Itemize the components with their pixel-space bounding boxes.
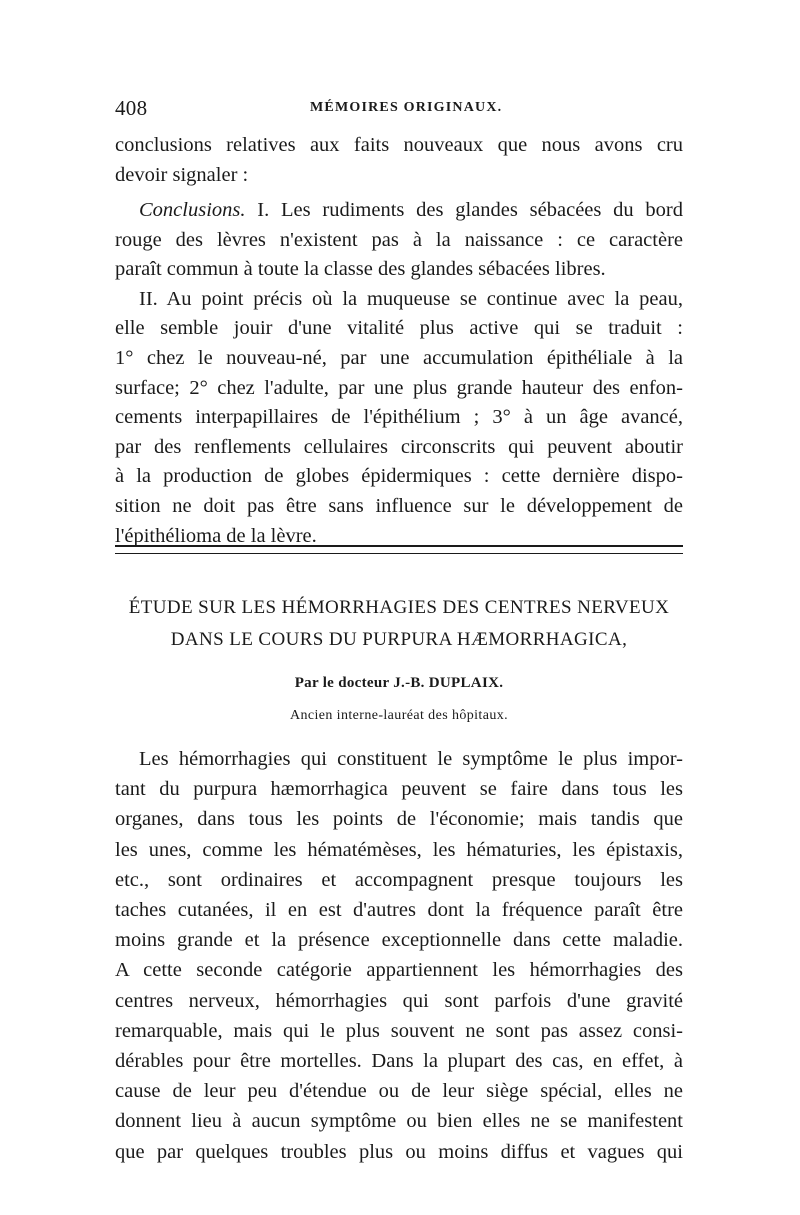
author-byline: Par le docteur J.-B. DUPLAIX. xyxy=(294,675,504,691)
conclusions-first-line: I. Les rudiments des glandes sébacées du bord xyxy=(245,199,683,221)
text-line: organes, dans tous les points de l'économie; mais tandis que xyxy=(115,808,683,831)
text-line: A cette seconde catégorie appartiennent les hémorrhagies des xyxy=(115,959,683,982)
text-line: par des renflements cellulaires circonscrits qui peuvent aboutir xyxy=(115,435,683,458)
page-number: 408 xyxy=(115,96,148,120)
text-line: II. Au point précis où la muqueuse se continue avec la peau, xyxy=(139,287,683,310)
running-head: MÉMOIRES ORIGINAUX. xyxy=(310,100,503,115)
section-divider-thick xyxy=(115,545,683,547)
article-title-line-2: DANS LE COURS DU PURPURA HÆMORRHAGICA, xyxy=(170,629,628,650)
text-line: tant du purpura hæmorrhagica peuvent se faire dans tous les xyxy=(115,778,683,801)
page-header xyxy=(115,96,685,126)
text-line: cause de leur peu d'étendue ou de leur siège spécial, elles ne xyxy=(115,1080,683,1103)
text-line: dérables pour être mortelles. Dans la plupart des cas, en effet, à xyxy=(115,1050,683,1073)
author-affiliation: Ancien interne-lauréat des hôpitaux. xyxy=(289,708,509,723)
text-line: paraît commun à toute la classe des glandes sébacées libres. xyxy=(115,258,606,281)
text-line: 1° chez le nouveau-né, par une accumulation épithéliale à la xyxy=(115,346,683,369)
text-line: donnent lieu à aucun symptôme ou bien elles ne se manifestent xyxy=(115,1110,683,1133)
conclusions-paragraph xyxy=(115,196,683,551)
text-line: que par quelques troubles plus ou moins diffus et vagues qui xyxy=(115,1140,683,1163)
conclusions-label: Conclusions. xyxy=(139,199,246,221)
text-line: centres nerveux, hémorrhagies qui sont parfois d'une gravité xyxy=(115,989,683,1012)
text-line xyxy=(115,196,683,226)
text-line: à la production de globes épidermiques : cette dernière dispo- xyxy=(115,465,683,488)
text-line: elle semble jouir d'une vitalité plus active qui se traduit : xyxy=(115,317,683,340)
text-line: Les hémorrhagies qui constituent le symptôme le plus impor- xyxy=(139,748,683,770)
article-title-line-1: ÉTUDE SUR LES HÉMORRHAGIES DES CENTRES NERVEUX xyxy=(128,597,670,618)
intro-paragraph xyxy=(115,131,683,190)
text-line: rouge des lèvres n'existent pas à la naissance : ce caractère xyxy=(115,228,683,251)
text-line: moins grande et la présence exceptionnelle dans cette maladie. xyxy=(115,929,683,952)
text-line: sition ne doit pas être sans influence sur le développement de xyxy=(115,494,683,517)
text-line: les unes, comme les hématémèses, les hématuries, les épistaxis, xyxy=(115,838,683,861)
text-line: etc., sont ordinaires et accompagnent presque toujours les xyxy=(115,868,683,891)
text-line: taches cutanées, il en est d'autres dont la fréquence paraît être xyxy=(115,899,683,922)
article-body xyxy=(115,744,683,1167)
section-divider-thin xyxy=(115,553,683,554)
text-line: l'épithélioma de la lèvre. xyxy=(115,524,317,547)
text-line: surface; 2° chez l'adulte, par une plus grande hauteur des enfon- xyxy=(115,376,683,399)
text-line: conclusions relatives aux faits nouveaux que nous avons cru xyxy=(115,134,683,156)
text-line: cements interpapillaires de l'épithélium ; 3° à un âge avancé, xyxy=(115,406,683,429)
text-line: remarquable, mais qui le plus souvent ne sont pas assez consi- xyxy=(115,1019,683,1042)
text-line: devoir signaler : xyxy=(115,163,249,186)
